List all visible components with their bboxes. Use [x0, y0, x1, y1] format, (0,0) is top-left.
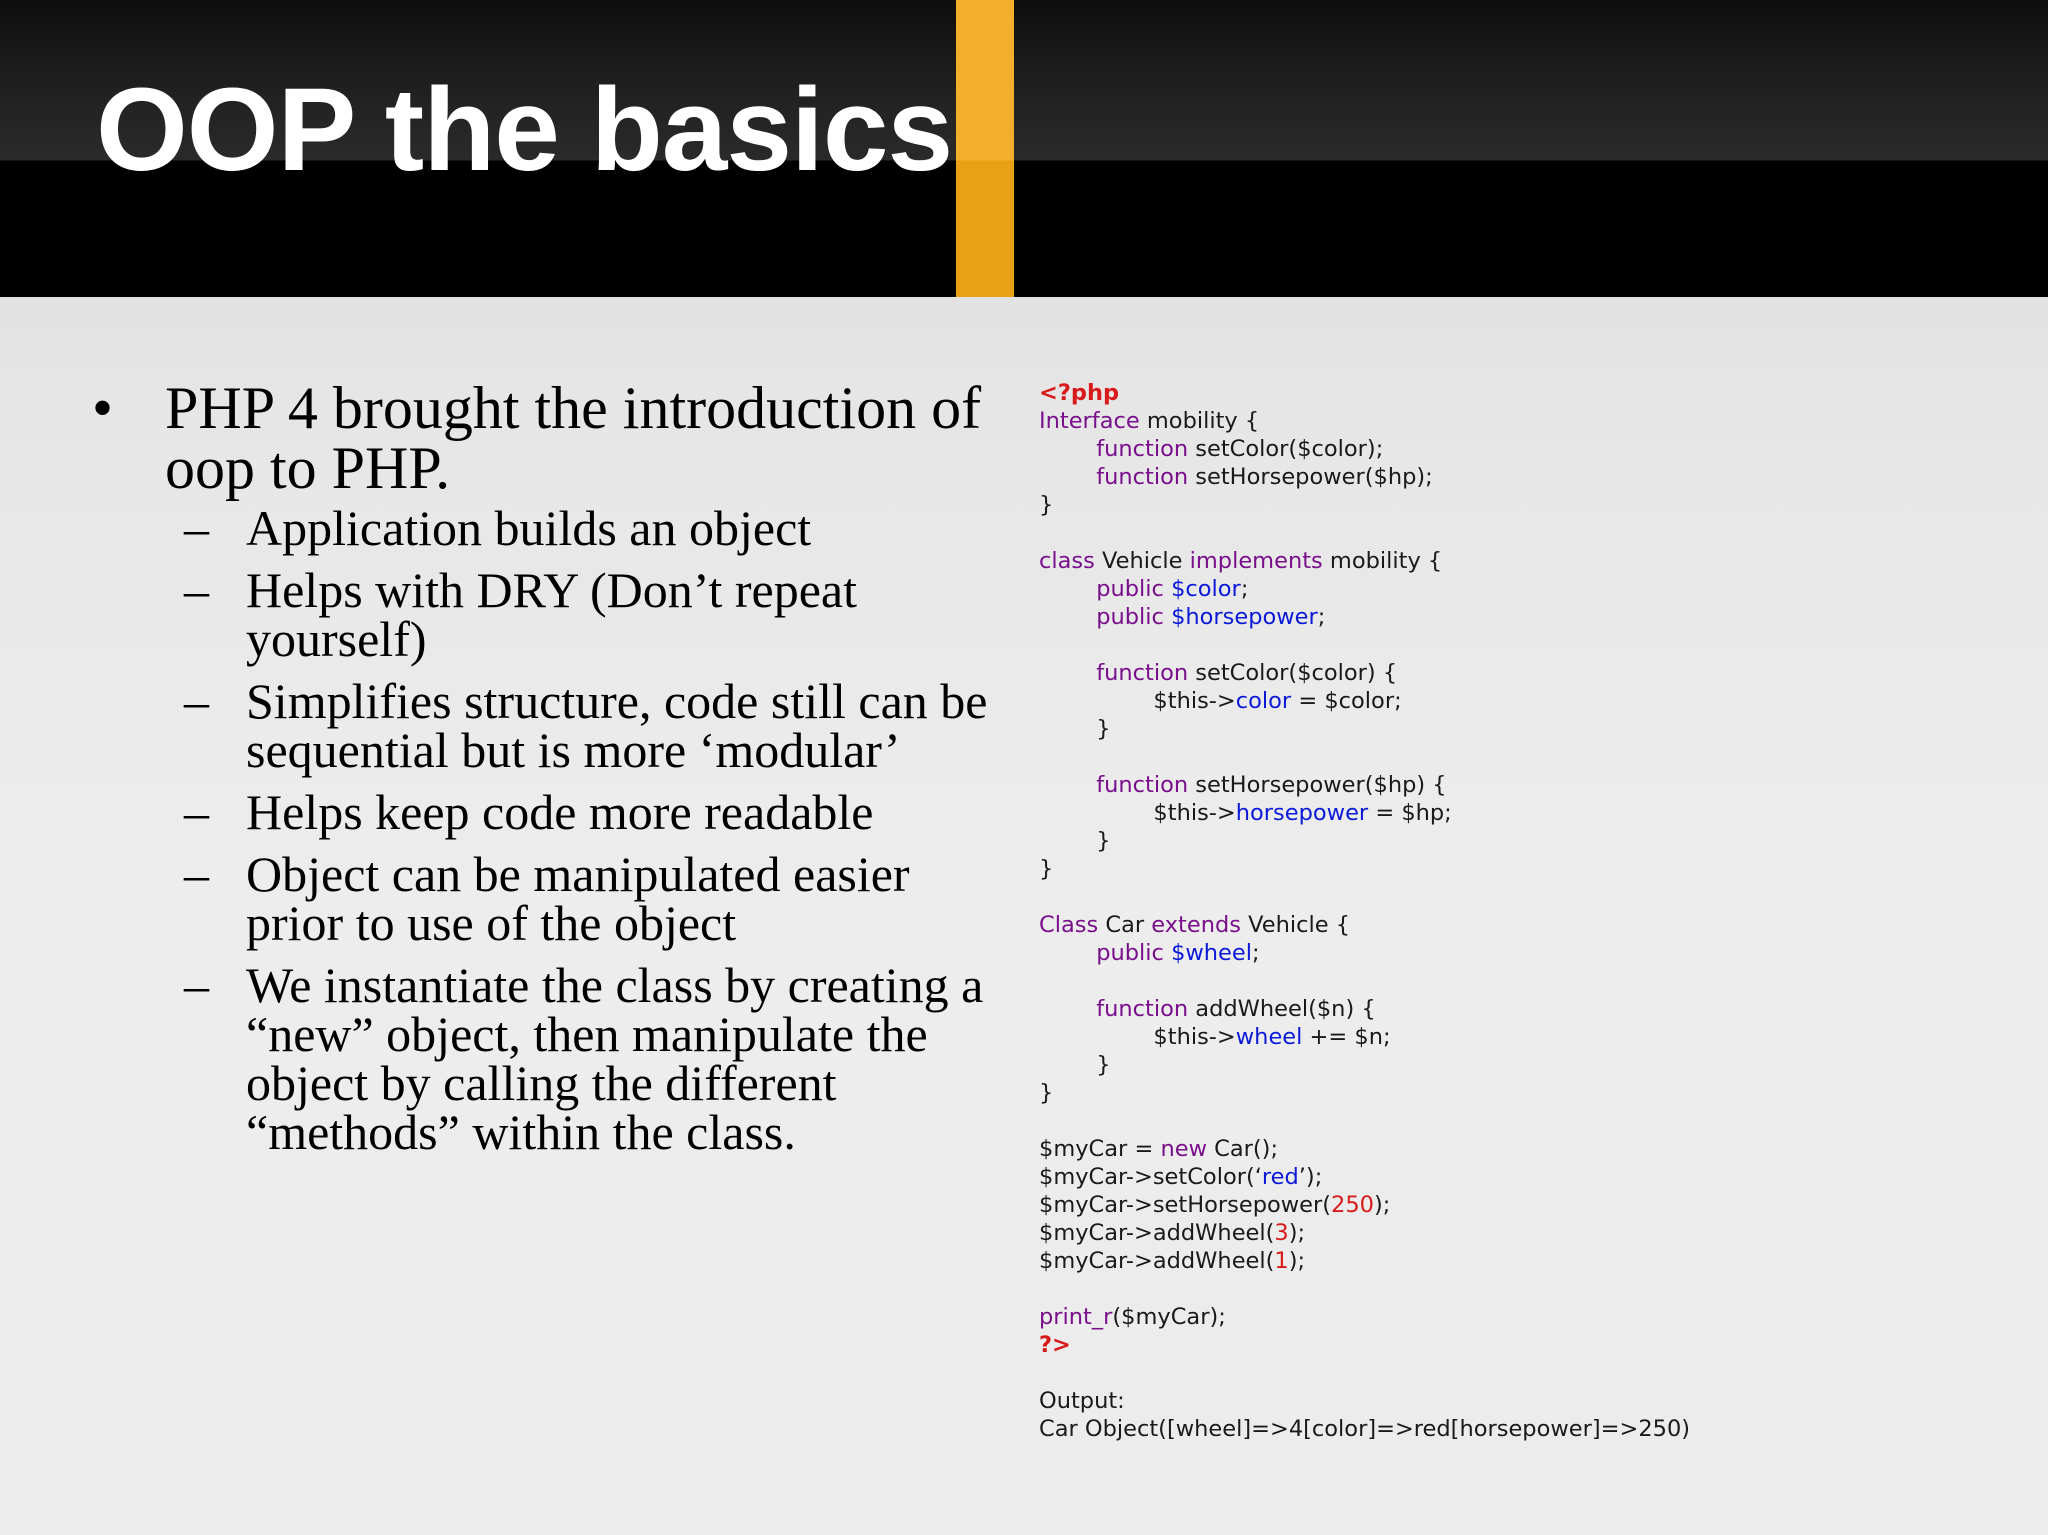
code-line: [1039, 911, 1999, 939]
code-token: function: [1096, 660, 1189, 686]
sub-bullet: [92, 500, 1012, 556]
code-token: 3: [1274, 1220, 1289, 1246]
sub-bullet: [92, 846, 1012, 951]
code-token: }: [1039, 1080, 1054, 1106]
code-line: [1039, 1079, 1999, 1107]
code-line: [1039, 883, 1999, 911]
code-token: [1039, 576, 1096, 602]
code-line: [1039, 1303, 1999, 1331]
code-line: [1039, 827, 1999, 855]
code-line: [1039, 1107, 1999, 1135]
code-line: [1039, 407, 1999, 435]
code-token: <?php: [1039, 380, 1120, 406]
dash-icon: –: [184, 846, 209, 902]
code-line: [1039, 379, 1999, 407]
code-line: [1039, 687, 1999, 715]
sub-bullet-text: Application builds an object: [246, 500, 812, 556]
code-token: $myCar =: [1039, 1136, 1161, 1162]
code-token: ($myCar);: [1112, 1304, 1226, 1330]
code-token: 250: [1331, 1192, 1374, 1218]
code-token: = $hp;: [1368, 800, 1452, 826]
bullet-dot-icon: •: [92, 375, 114, 441]
code-token: setHorsepower($hp);: [1188, 464, 1433, 490]
code-line: [1039, 995, 1999, 1023]
sub-bullet-text: We instantiate the class by creating a “new” object, then manipulate the object by calling the different “methods” within the class.: [246, 957, 984, 1160]
code-token: Interface: [1039, 408, 1140, 434]
code-line: [1039, 939, 1999, 967]
code-token: );: [1288, 1248, 1306, 1274]
sub-bullet: [92, 957, 1012, 1160]
code-line: [1039, 575, 1999, 603]
code-line: [1039, 1023, 1999, 1051]
dash-icon: –: [184, 673, 209, 729]
code-line: [1039, 1415, 1999, 1443]
dash-icon: –: [184, 957, 209, 1013]
code-token: [1039, 940, 1096, 966]
code-line: [1039, 1247, 1999, 1275]
code-line: [1039, 1135, 1999, 1163]
code-token: ;: [1252, 940, 1260, 966]
code-block: [1039, 379, 1999, 1443]
code-line: [1039, 1191, 1999, 1219]
code-token: [1039, 436, 1096, 462]
sub-bullet-text: Helps keep code more readable: [246, 784, 874, 840]
code-token: [1039, 464, 1096, 490]
code-token: [1164, 940, 1171, 966]
code-token: [1039, 660, 1096, 686]
code-token: [1164, 576, 1171, 602]
code-line: [1039, 519, 1999, 547]
code-line: [1039, 1387, 1999, 1415]
slide-title: OOP the basics: [96, 64, 953, 196]
sub-bullet-text: Object can be manipulated easier prior to use of the object: [246, 846, 910, 951]
code-token: }: [1039, 856, 1054, 882]
code-token: wheel: [1235, 1024, 1303, 1050]
code-token: class: [1039, 548, 1095, 574]
code-token: function: [1096, 996, 1189, 1022]
header-accent-bar: [956, 0, 1014, 297]
code-token: function: [1096, 436, 1189, 462]
code-line: [1039, 491, 1999, 519]
sub-bullet: [92, 784, 1012, 840]
code-token: ’);: [1298, 1164, 1323, 1190]
code-line: [1039, 799, 1999, 827]
code-token: implements: [1189, 548, 1323, 574]
code-line: [1039, 1331, 1999, 1359]
code-token: mobility {: [1322, 548, 1443, 574]
code-line: [1039, 1359, 1999, 1387]
code-token: [1039, 772, 1096, 798]
code-token: $this->: [1039, 1024, 1236, 1050]
code-line: [1039, 1163, 1999, 1191]
code-token: $color: [1171, 576, 1241, 602]
code-line: [1039, 463, 1999, 491]
code-line: [1039, 1051, 1999, 1079]
main-bullet: [92, 375, 1012, 501]
code-token: extends: [1151, 912, 1241, 938]
code-token: $horsepower: [1171, 604, 1318, 630]
slide-header: [0, 0, 2048, 297]
code-token: $myCar->addWheel(: [1039, 1220, 1275, 1246]
dash-icon: –: [184, 784, 209, 840]
code-token: [1039, 996, 1096, 1022]
code-token: $myCar->setColor(‘: [1039, 1164, 1262, 1190]
code-token: [1039, 604, 1096, 630]
code-token: red: [1261, 1164, 1299, 1190]
code-token: ?>: [1039, 1332, 1071, 1358]
code-token: setHorsepower($hp) {: [1188, 772, 1447, 798]
code-token: Vehicle {: [1240, 912, 1351, 938]
code-line: [1039, 547, 1999, 575]
code-token: }: [1039, 716, 1111, 742]
code-token: Output:: [1039, 1388, 1125, 1414]
code-token: function: [1096, 772, 1189, 798]
code-token: public: [1096, 940, 1164, 966]
code-token: color: [1235, 688, 1292, 714]
code-token: Class: [1039, 912, 1099, 938]
code-token: [1164, 604, 1171, 630]
code-token: addWheel($n) {: [1188, 996, 1376, 1022]
code-token: mobility {: [1139, 408, 1260, 434]
code-line: [1039, 435, 1999, 463]
code-line: [1039, 603, 1999, 631]
bullet-list: [92, 375, 1012, 1170]
code-token: }: [1039, 492, 1054, 518]
code-token: );: [1288, 1220, 1306, 1246]
code-token: = $color;: [1291, 688, 1402, 714]
code-token: += $n;: [1302, 1024, 1391, 1050]
code-token: ;: [1317, 604, 1326, 630]
code-token: public: [1096, 604, 1164, 630]
code-token: public: [1096, 576, 1164, 602]
code-token: }: [1039, 1052, 1111, 1078]
code-token: Car();: [1206, 1136, 1279, 1162]
code-token: $this->: [1039, 800, 1236, 826]
sub-bullet: [92, 562, 1012, 667]
sub-bullet: [92, 673, 1012, 778]
code-token: print_r: [1039, 1304, 1113, 1330]
code-token: ;: [1240, 576, 1249, 602]
code-token: $wheel: [1171, 940, 1252, 966]
code-line: [1039, 1219, 1999, 1247]
code-line: [1039, 631, 1999, 659]
main-bullet-text: PHP 4 brought the introduction of oop to PHP.: [165, 375, 982, 501]
code-token: 1: [1274, 1248, 1289, 1274]
code-line: [1039, 659, 1999, 687]
code-line: [1039, 743, 1999, 771]
code-token: Car Object([wheel]=>4[color]=>red[horsepower]=>250): [1039, 1416, 1691, 1442]
dash-icon: –: [184, 562, 209, 618]
code-line: [1039, 967, 1999, 995]
code-line: [1039, 1275, 1999, 1303]
code-token: $myCar->addWheel(: [1039, 1248, 1275, 1274]
code-token: }: [1039, 828, 1111, 854]
code-token: setColor($color) {: [1188, 660, 1398, 686]
dash-icon: –: [184, 500, 209, 556]
code-token: $myCar->setHorsepower(: [1039, 1192, 1332, 1218]
code-token: horsepower: [1235, 800, 1369, 826]
code-token: $this->: [1039, 688, 1236, 714]
code-token: new: [1160, 1136, 1207, 1162]
code-token: );: [1374, 1192, 1391, 1218]
code-token: setColor($color);: [1188, 436, 1384, 462]
code-token: Vehicle: [1094, 548, 1190, 574]
sub-bullet-text: Simplifies structure, code still can be sequential but is more ‘modular’: [246, 673, 988, 778]
code-line: [1039, 715, 1999, 743]
code-token: Car: [1098, 912, 1152, 938]
code-token: function: [1096, 464, 1189, 490]
code-line: [1039, 855, 1999, 883]
code-line: [1039, 771, 1999, 799]
sub-bullet-text: Helps with DRY (Don’t repeat yourself): [246, 562, 858, 667]
sub-bullet-list: [92, 500, 1012, 1160]
